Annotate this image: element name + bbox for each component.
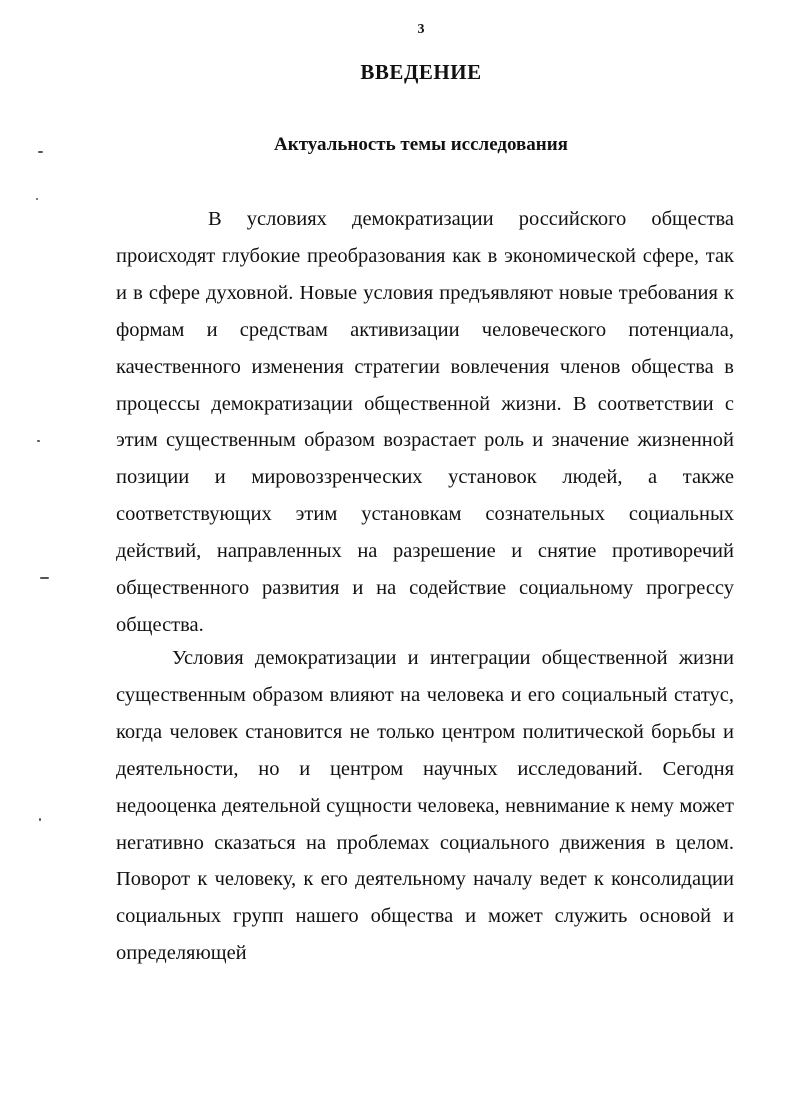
scan-artifact-mark [36, 198, 38, 200]
scan-artifact-mark [40, 577, 49, 579]
section-subtitle: Актуальность темы исследования [274, 134, 568, 155]
page-title: ВВЕДЕНИЕ [360, 60, 482, 84]
scan-artifact-mark [39, 818, 41, 821]
paragraph-1: В условиях демократизации российского общества происходят глубокие преобразования как в экономической сфере, так и в сфере духовной. Новые условия предъявляют новые требования к формам и средствам активизации человеческого потенциала, качественного изменения стратегии вовлечения членов общества в процессы демократизации общественной жизни. В соответствии с этим существенным образом возрастает роль и значение жизненной позиции и мировоззренческих установок людей, а также соответствующих этим установкам сознательных социальных действий, направленных на разрешение и снятие противоречий общественного развития и на содействие социальному прогрессу общества. [116, 208, 734, 636]
scan-artifact-mark [38, 151, 43, 153]
page-number: 3 [417, 22, 425, 37]
paragraph-2: Условия демократизации и интеграции общественной жизни существенным образом влияют на человека и его социальный статус, когда человек становится не только центром политической борьбы и деятельности, но и центром научных исследований. Сегодня недооценка деятельной сущности человека, невнимание к нему может негативно сказаться на проблемах социального движения в целом. Поворот к человеку, к его деятельному началу ведет к консолидации социальных групп нашего общества и может служить основой и определяющей [116, 647, 734, 965]
scan-artifact-mark [37, 440, 40, 442]
